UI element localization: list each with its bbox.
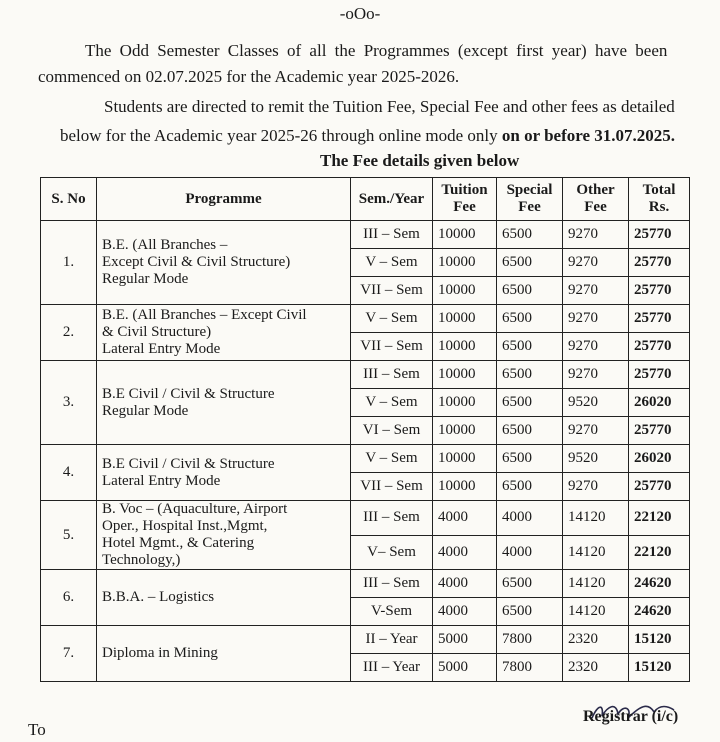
sem-cell: III – Sem (351, 221, 433, 249)
sem-cell: II – Year (351, 626, 433, 654)
total-cell: 25770 (629, 277, 690, 305)
header-other-2: Fee (584, 199, 607, 215)
tuition-cell: 10000 (433, 445, 497, 473)
table-caption: The Fee details given below (320, 151, 520, 170)
special-cell: 6500 (497, 417, 563, 445)
special-cell: 6500 (497, 598, 563, 626)
header-tuition (433, 178, 497, 221)
tuition-cell: 5000 (433, 626, 497, 654)
total-cell: 25770 (629, 333, 690, 361)
other-cell: 9270 (563, 249, 629, 277)
special-cell: 6500 (497, 445, 563, 473)
tuition-cell: 10000 (433, 361, 497, 389)
header-total-2: Rs. (648, 199, 670, 215)
other-cell: 2320 (563, 626, 629, 654)
total-cell: 25770 (629, 361, 690, 389)
other-cell: 9270 (563, 221, 629, 249)
special-cell: 6500 (497, 361, 563, 389)
intro-line-1: The Odd Semester Classes of all the Programmes (except first year) have been (85, 41, 668, 60)
tuition-cell: 10000 (433, 221, 497, 249)
sem-cell: VII – Sem (351, 277, 433, 305)
sem-cell: V– Sem (351, 535, 433, 570)
special-cell: 6500 (497, 570, 563, 598)
total-cell: 25770 (629, 473, 690, 501)
sem-cell: III – Sem (351, 361, 433, 389)
programme-line: Lateral Entry Mode (102, 341, 221, 357)
tuition-cell: 4000 (433, 598, 497, 626)
total-cell: 25770 (629, 305, 690, 333)
table-row (41, 445, 690, 473)
header-special-1: Special (506, 182, 553, 198)
table-row (41, 221, 690, 249)
tuition-cell: 5000 (433, 654, 497, 682)
programme-cell (97, 361, 351, 445)
tuition-cell: 10000 (433, 277, 497, 305)
programme-line: Technology,) (102, 552, 181, 568)
other-cell: 14120 (563, 501, 629, 536)
programme-line: Lateral Entry Mode (102, 472, 221, 489)
special-cell: 6500 (497, 221, 563, 249)
total-cell: 26020 (629, 445, 690, 473)
other-cell: 14120 (563, 598, 629, 626)
programme-line: B. Voc – (Aquaculture, Airport (102, 501, 288, 517)
deadline-text: on or before 31.07.2025. (501, 126, 676, 145)
other-cell: 9520 (563, 445, 629, 473)
total-cell: 24620 (629, 570, 690, 598)
intro-line-3: Students are directed to remit the Tuition Fee, Special Fee and other fees as detailed (104, 97, 675, 116)
programme-cell (97, 305, 351, 361)
header-sno: S. No (41, 178, 97, 221)
programme-line: & Civil Structure) (102, 324, 212, 340)
header-tuition-1: Tuition (441, 182, 488, 198)
other-cell: 2320 (563, 654, 629, 682)
total-cell: 24620 (629, 598, 690, 626)
special-cell: 6500 (497, 277, 563, 305)
programme-line: Regular Mode (102, 271, 189, 287)
special-cell: 7800 (497, 626, 563, 654)
table-row (41, 570, 690, 598)
total-cell: 25770 (629, 221, 690, 249)
other-cell: 9270 (563, 305, 629, 333)
other-cell: 9270 (563, 277, 629, 305)
programme-line: Oper., Hospital Inst.,Mgmt, (102, 518, 268, 534)
sno-cell: 5. (41, 501, 97, 570)
sem-cell: VI – Sem (351, 417, 433, 445)
fee-table-body (41, 221, 690, 682)
fee-table (40, 177, 690, 682)
header-total-1: Total (642, 182, 676, 198)
sem-cell: V – Sem (351, 389, 433, 417)
table-row (41, 361, 690, 389)
tuition-cell: 10000 (433, 417, 497, 445)
programme-line: B.E. (All Branches – (102, 237, 228, 253)
table-row (41, 305, 690, 333)
total-cell: 15120 (629, 654, 690, 682)
special-cell: 4000 (497, 501, 563, 536)
header-sem: Sem./Year (351, 178, 433, 221)
header-special-2: Fee (518, 199, 541, 215)
sem-cell: VII – Sem (351, 333, 433, 361)
programme-cell (97, 501, 351, 570)
programme-cell (97, 626, 351, 682)
sno-cell: 1. (41, 221, 97, 305)
special-cell: 6500 (497, 473, 563, 501)
programme-cell (97, 445, 351, 501)
total-cell: 15120 (629, 626, 690, 654)
other-cell: 14120 (563, 535, 629, 570)
programme-line: Except Civil & Civil Structure) (102, 254, 291, 270)
other-cell: 14120 (563, 570, 629, 598)
total-cell: 22120 (629, 535, 690, 570)
tuition-cell: 10000 (433, 305, 497, 333)
total-cell: 22120 (629, 501, 690, 536)
special-cell: 7800 (497, 654, 563, 682)
sem-cell: III – Year (351, 654, 433, 682)
tuition-cell: 10000 (433, 389, 497, 417)
tuition-cell: 10000 (433, 249, 497, 277)
programme-line: B.B.A. – Logistics (102, 589, 215, 605)
sno-cell: 6. (41, 570, 97, 626)
special-cell: 6500 (497, 305, 563, 333)
programme-cell (97, 221, 351, 305)
tuition-cell: 4000 (433, 535, 497, 570)
sem-cell: V – Sem (351, 445, 433, 473)
other-cell: 9270 (563, 333, 629, 361)
header-tuition-2: Fee (453, 199, 476, 215)
header-mark: -oOo- (339, 4, 381, 23)
other-cell: 9270 (563, 473, 629, 501)
header-other (563, 178, 629, 221)
sem-cell: III – Sem (351, 501, 433, 536)
other-cell: 9520 (563, 389, 629, 417)
sno-cell: 3. (41, 361, 97, 445)
header-programme: Programme (97, 178, 351, 221)
total-cell: 25770 (629, 249, 690, 277)
tuition-cell: 10000 (433, 333, 497, 361)
header-other-1: Other (576, 182, 615, 198)
programme-cell (97, 570, 351, 626)
sno-cell: 4. (41, 445, 97, 501)
table-row (41, 626, 690, 654)
programme-line: Regular Mode (102, 402, 189, 419)
tuition-cell: 4000 (433, 501, 497, 536)
special-cell: 4000 (497, 535, 563, 570)
sno-cell: 2. (41, 305, 97, 361)
tuition-cell: 4000 (433, 570, 497, 598)
intro-line-4-text: below for the Academic year 2025-26 through online mode only (60, 126, 502, 145)
sem-cell: V – Sem (351, 305, 433, 333)
header-total (629, 178, 690, 221)
header-special (497, 178, 563, 221)
other-cell: 9270 (563, 417, 629, 445)
sem-cell: V-Sem (351, 598, 433, 626)
sem-cell: V – Sem (351, 249, 433, 277)
total-cell: 26020 (629, 389, 690, 417)
tuition-cell: 10000 (433, 473, 497, 501)
programme-line: B.E Civil / Civil & Structure (102, 385, 275, 402)
sem-cell: VII – Sem (351, 473, 433, 501)
programme-line: Hotel Mgmt., & Catering (102, 535, 255, 551)
table-row (41, 501, 690, 536)
intro-line-4 (60, 121, 675, 150)
table-header-row (41, 178, 690, 221)
total-cell: 25770 (629, 417, 690, 445)
sno-cell: 7. (41, 626, 97, 682)
intro-line-2: commenced on 02.07.2025 for the Academic year 2025-2026. (38, 67, 460, 86)
to-label: To (28, 720, 46, 739)
special-cell: 6500 (497, 333, 563, 361)
programme-line: B.E Civil / Civil & Structure (102, 455, 275, 472)
sem-cell: III – Sem (351, 570, 433, 598)
programme-line: B.E. (All Branches – Except Civil (102, 307, 307, 323)
registrar-signatory: Registrar (i/c) (583, 708, 679, 725)
programme-line: Diploma in Mining (102, 645, 218, 661)
special-cell: 6500 (497, 389, 563, 417)
other-cell: 9270 (563, 361, 629, 389)
special-cell: 6500 (497, 249, 563, 277)
